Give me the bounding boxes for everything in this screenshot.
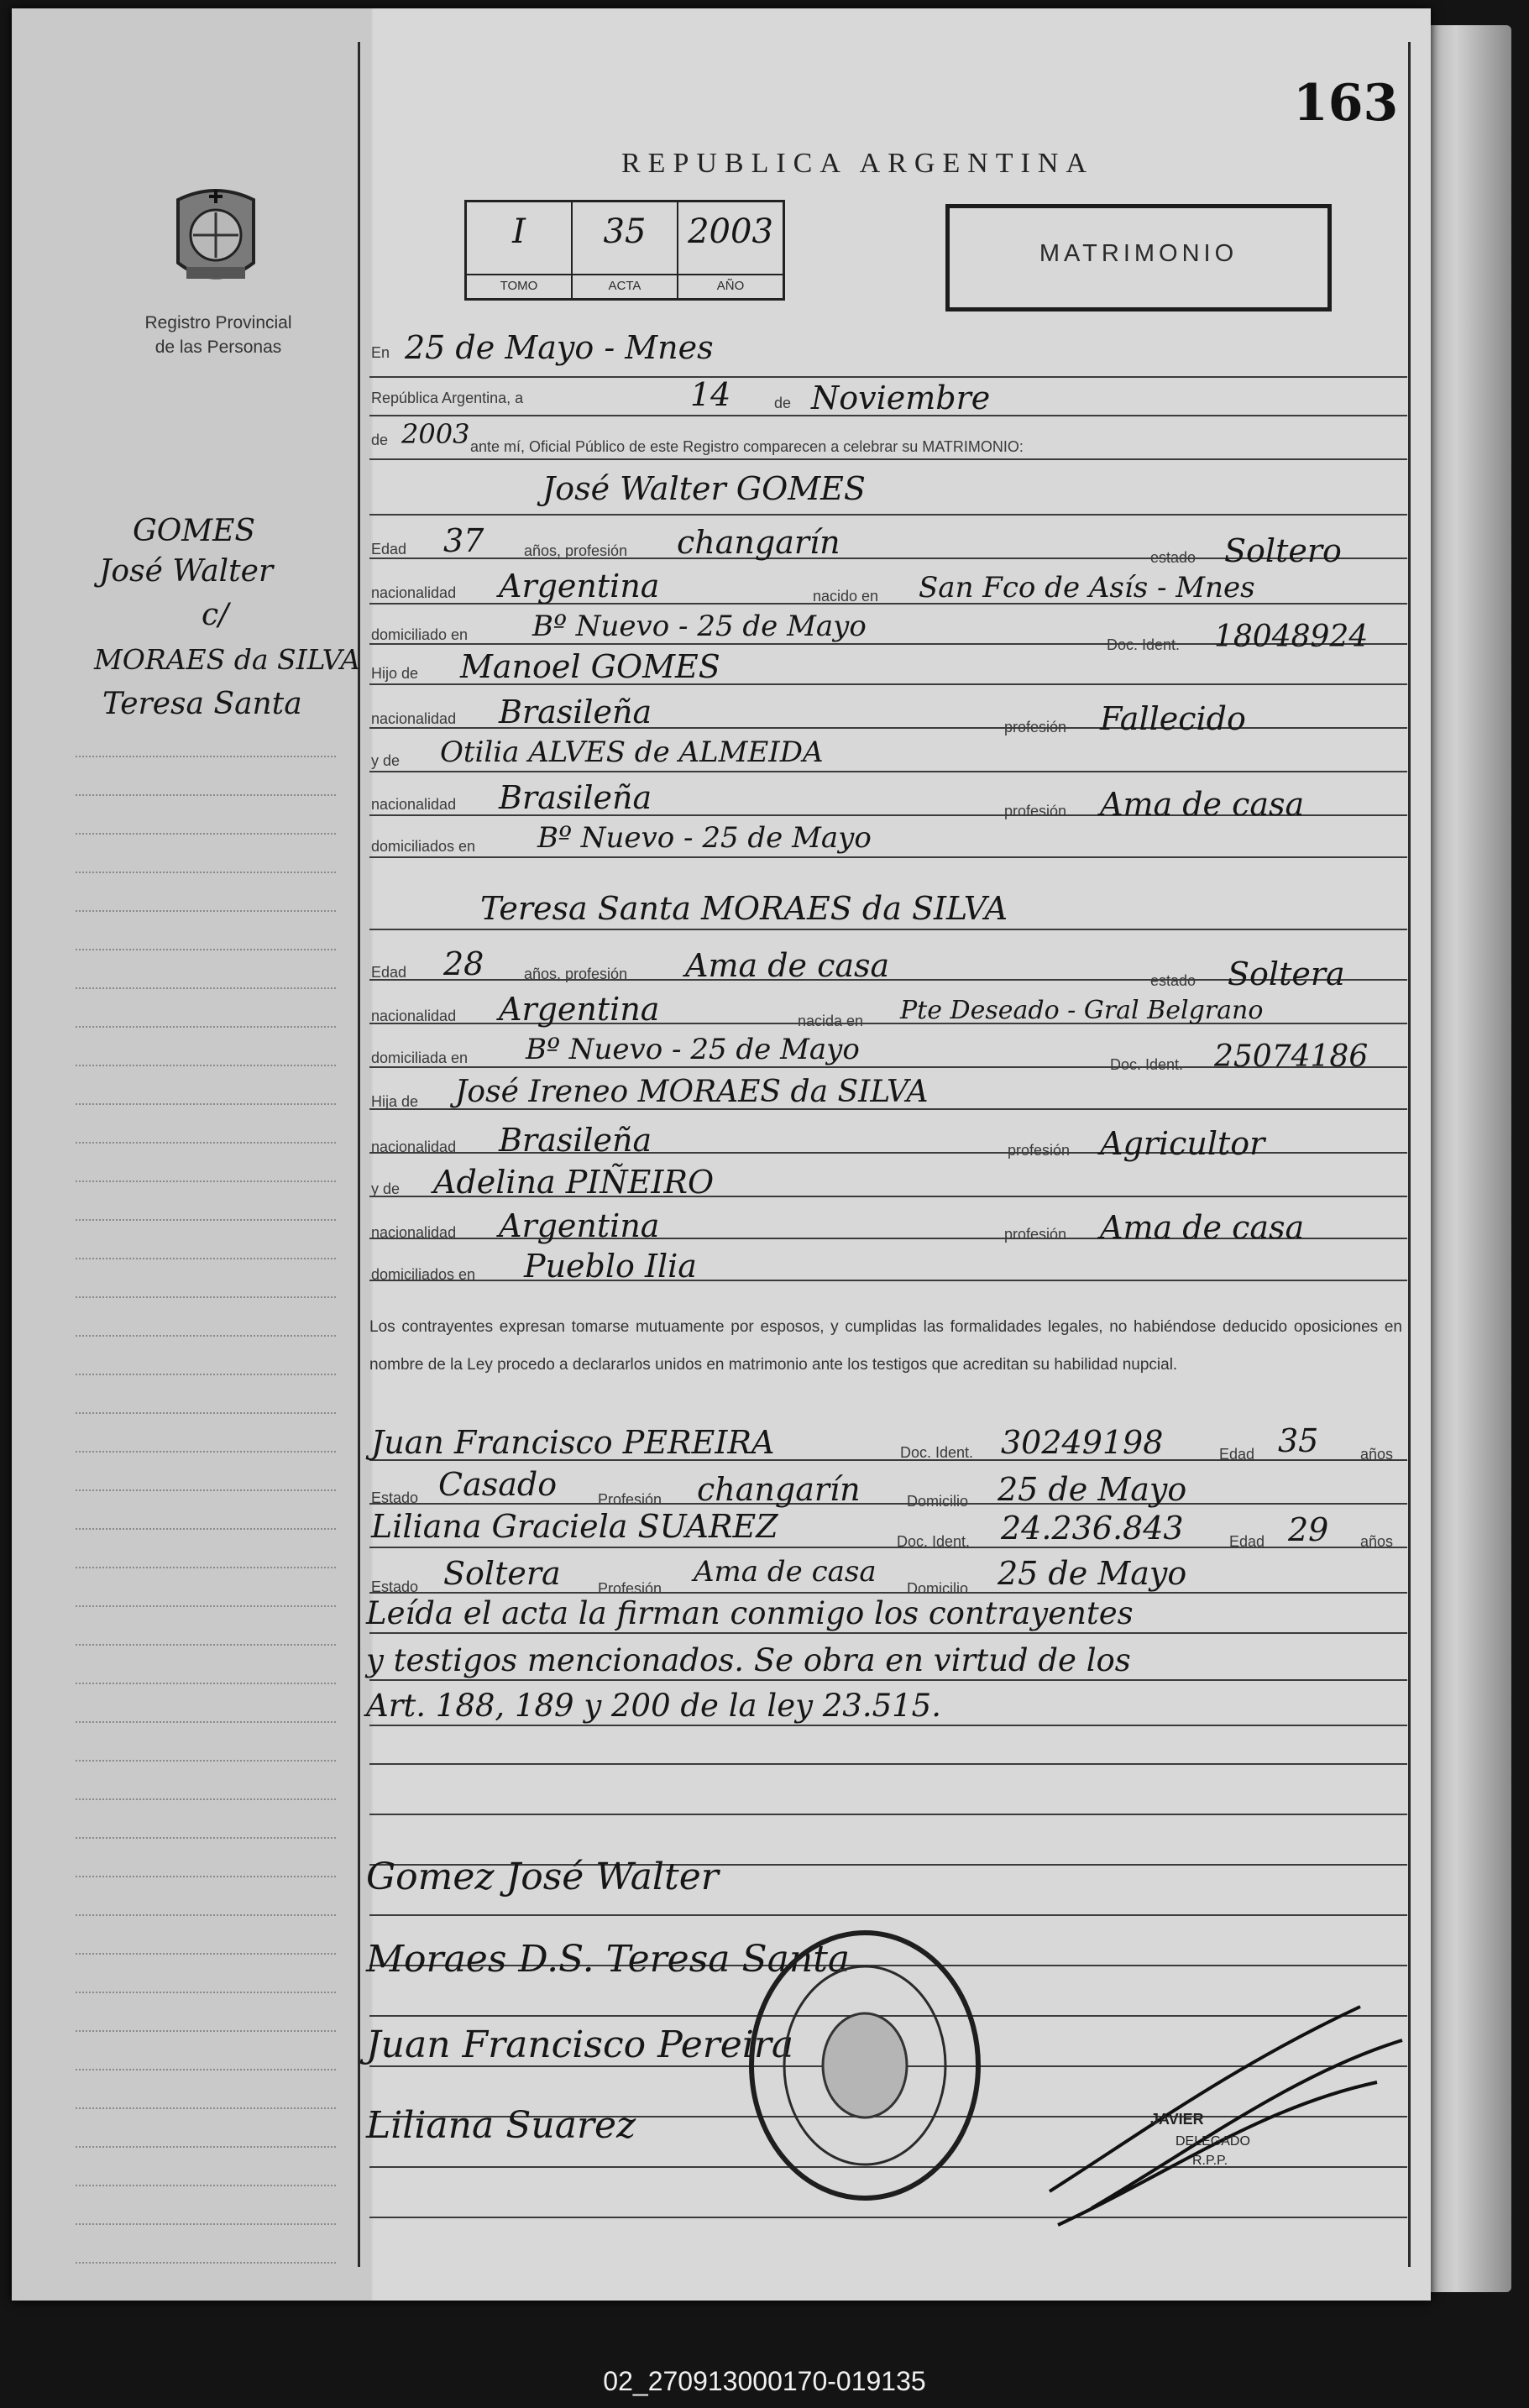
margin-dotted-line <box>76 949 336 950</box>
witness-1-edad: 35 <box>1278 1422 1319 1459</box>
profesion-label: años, profesión <box>524 966 628 982</box>
margin-divider <box>358 42 360 2267</box>
margin-dotted-line <box>76 1335 336 1337</box>
form-rule-line <box>369 1632 1407 1634</box>
place-value: 25 de Mayo - Mnes <box>405 329 714 366</box>
profesion-label: Profesión <box>598 1580 662 1597</box>
stamp-name: JAVIER <box>1150 2111 1204 2128</box>
bride-madre-nac: Argentina <box>499 1207 660 1244</box>
stamp-role: DELEGADO <box>1176 2134 1250 2149</box>
acta-cell <box>573 202 678 298</box>
nacida-label: nacida en <box>798 1013 864 1029</box>
form-rule-line <box>369 1725 1407 1726</box>
groom-padre-nac: Brasileña <box>499 694 652 730</box>
margin-dotted-line <box>76 872 336 873</box>
witness-2-estado: Soltera <box>443 1555 561 1592</box>
bride-profesion: Ama de casa <box>685 947 890 984</box>
margin-note-line: c/ <box>202 598 229 632</box>
groom-estado: Soltero <box>1224 532 1342 569</box>
doc-label: Doc. Ident. <box>1107 636 1181 653</box>
official-signature-stamp <box>1041 1990 1411 2242</box>
bride-name: Teresa Santa MORAES da SILVA <box>480 890 1008 927</box>
form-rule-line <box>369 771 1407 772</box>
groom-domicilio: Bº Nuevo - 25 de Mayo <box>532 610 867 643</box>
margin-dotted-line <box>76 1644 336 1646</box>
de-label: de <box>774 395 792 411</box>
edad-label: Edad <box>1229 1533 1265 1550</box>
profesion-label: años, profesión <box>524 542 628 559</box>
groom-madre: Otilia ALVES de ALMEIDA <box>440 735 824 769</box>
margin-dotted-line <box>76 987 336 989</box>
witness-1-domicilio: 25 de Mayo <box>998 1471 1187 1508</box>
form-rule-line <box>369 458 1407 460</box>
margin-dotted-line <box>76 1721 336 1723</box>
margin-dotted-line <box>76 1026 336 1028</box>
ano-value: 2003 <box>688 212 773 251</box>
domiciliados-label: domiciliados en <box>371 1266 476 1283</box>
doc-label: Doc. Ident. <box>1110 1056 1184 1073</box>
margin-dotted-line <box>76 1992 336 1993</box>
groom-madre-prof: Ama de casa <box>1100 786 1305 823</box>
profesion-label: profesión <box>1004 803 1067 819</box>
bride-padres-dom: Pueblo Ilia <box>524 1248 697 1285</box>
signature-groom: Gomez José Walter <box>366 1856 719 1898</box>
nacionalidad-label: nacionalidad <box>371 584 457 601</box>
margin-dotted-line <box>76 756 336 757</box>
margin-dotted-line <box>76 2223 336 2225</box>
witness-1-profesion: changarín <box>697 1471 861 1508</box>
witness-2-domicilio: 25 de Mayo <box>998 1555 1187 1592</box>
form-rule-line <box>369 1763 1407 1765</box>
margin-dotted-line <box>76 1296 336 1298</box>
hija-label: Hija de <box>371 1093 419 1110</box>
form-rule-line <box>369 1814 1407 1815</box>
registry-line-1: Registro Provincial <box>144 313 292 332</box>
form-rule-line <box>369 1914 1407 1916</box>
y-de-label: y de <box>371 752 401 769</box>
domicilio-label: domiciliada en <box>371 1050 469 1066</box>
margin-dotted-line <box>76 2146 336 2148</box>
day-value: 14 <box>690 376 731 413</box>
witness-1-name: Juan Francisco PEREIRA <box>371 1424 775 1461</box>
record-reference-box <box>464 200 785 301</box>
anos-label: años <box>1360 1533 1394 1550</box>
nacionalidad-label: nacionalidad <box>371 1008 457 1024</box>
margin-dotted-line <box>76 1142 336 1144</box>
bride-nacionalidad: Argentina <box>499 991 660 1028</box>
comparecen-text: ante mí, Oficial Público de este Registro comparecen a celebrar su MATRIMONIO: <box>470 438 1024 455</box>
page-number: 163 <box>1293 74 1399 133</box>
hijo-label: Hijo de <box>371 665 419 682</box>
margin-note-line: José Walter <box>99 554 274 589</box>
estado-label: estado <box>1150 972 1196 989</box>
acta-label: ACTA <box>573 274 677 293</box>
y-de-label: y de <box>371 1180 401 1197</box>
margin-dotted-line <box>76 1489 336 1491</box>
bride-padre: José Ireneo MORAES da SILVA <box>455 1075 929 1109</box>
witness-1-estado: Casado <box>438 1466 558 1503</box>
record-type-box <box>945 204 1332 311</box>
record-type: MATRIMONIO <box>1039 240 1238 267</box>
edad-label: Edad <box>371 964 407 981</box>
official-seal-icon <box>739 1923 991 2208</box>
margin-dotted-line <box>76 2069 336 2070</box>
margin-dotted-line <box>76 1528 336 1530</box>
edad-label: Edad <box>371 541 407 558</box>
groom-nacionalidad: Argentina <box>499 568 660 605</box>
nacionalidad-label: nacionalidad <box>371 1224 457 1241</box>
margin-dotted-line <box>76 2185 336 2186</box>
bride-domicilio: Bº Nuevo - 25 de Mayo <box>526 1033 860 1066</box>
tomo-value: I <box>512 212 526 251</box>
profesion-label: profesión <box>1004 719 1067 735</box>
witness-2-doc: 24.236.843 <box>1001 1510 1184 1547</box>
margin-dotted-line <box>76 1760 336 1762</box>
margin-dotted-line <box>76 1914 336 1916</box>
margin-dotted-line <box>76 1953 336 1955</box>
margin-dotted-line <box>76 833 336 835</box>
groom-padre-prof: Fallecido <box>1100 700 1246 737</box>
doc-label: Doc. Ident. <box>900 1444 974 1461</box>
margin-dotted-line <box>76 1451 336 1453</box>
edad-label: Edad <box>1219 1446 1255 1463</box>
page-stack-edge <box>1419 25 1511 2292</box>
domicilio-label: domiciliado en <box>371 626 469 643</box>
witness-2-edad: 29 <box>1288 1511 1329 1548</box>
groom-padre: Manoel GOMES <box>460 648 720 685</box>
nacionalidad-label: nacionalidad <box>371 1139 457 1155</box>
margin-dotted-line <box>76 1605 336 1607</box>
estado-label: Estado <box>371 1489 419 1506</box>
groom-doc: 18048924 <box>1214 620 1369 654</box>
doc-label: Doc. Ident. <box>897 1533 971 1550</box>
signature-witness-2: Liliana Suarez <box>366 2104 636 2147</box>
margin-dotted-line <box>76 1412 336 1414</box>
margin-dotted-line <box>76 1683 336 1684</box>
profesion-label: Profesión <box>598 1491 662 1508</box>
signature-bride: Moraes D.S. Teresa Santa <box>366 1938 851 1981</box>
witness-2-profesion: Ama de casa <box>694 1555 877 1589</box>
tomo-cell <box>467 202 573 298</box>
registry-line-2: de las Personas <box>154 338 282 357</box>
margin-dotted-line <box>76 910 336 912</box>
estado-label: Estado <box>371 1578 419 1595</box>
stamp-office: R.P.P. <box>1192 2154 1228 2168</box>
de2-label: de <box>371 432 389 448</box>
form-rule-line <box>369 1592 1407 1594</box>
ano-label: AÑO <box>678 274 783 293</box>
margin-dotted-line <box>76 1180 336 1182</box>
domicilio-label: Domicilio <box>907 1580 969 1597</box>
year-value: 2003 <box>401 418 470 450</box>
margin-note-line: GOMES <box>133 514 256 548</box>
groom-name: José Walter GOMES <box>542 470 866 507</box>
groom-profesion: changarín <box>677 524 840 561</box>
footer-code: 02_270913000170-019135 <box>603 2366 926 2396</box>
form-rule-line <box>369 514 1407 516</box>
margin-dotted-line <box>76 1798 336 1800</box>
ano-cell <box>678 202 783 298</box>
margin-dotted-line <box>76 1219 336 1221</box>
bride-madre-prof: Ama de casa <box>1100 1209 1305 1246</box>
country-title: REPUBLICA ARGENTINA <box>621 148 1094 179</box>
margin-note-line: Teresa Santa <box>102 687 302 721</box>
form-rule-line <box>369 929 1407 930</box>
observation-line: Art. 188, 189 y 200 de la ley 23.515. <box>366 1688 941 1724</box>
form-rule-line <box>369 856 1407 858</box>
tomo-label: TOMO <box>467 274 571 293</box>
witness-2-name: Liliana Graciela SUAREZ <box>371 1508 778 1545</box>
groom-padres-dom: Bº Nuevo - 25 de Mayo <box>537 821 872 855</box>
observation-line: y testigos mencionados. Se obra en virtud de los <box>366 1642 1131 1678</box>
form-rule-line <box>369 1503 1407 1505</box>
domiciliados-label: domiciliados en <box>371 838 476 855</box>
coat-of-arms-icon <box>168 183 264 292</box>
groom-edad: 37 <box>443 522 484 559</box>
margin-dotted-line <box>76 1065 336 1066</box>
margin-dotted-line <box>76 2030 336 2032</box>
groom-nacido: San Fco de Asís - Mnes <box>919 571 1255 605</box>
republica-label: República Argentina, a <box>371 390 524 406</box>
bride-doc: 25074186 <box>1214 1039 1369 1074</box>
margin-dotted-line <box>76 2107 336 2109</box>
signature-witness-1: Juan Francisco Pereira <box>366 2023 794 2066</box>
bride-estado: Soltera <box>1228 955 1345 992</box>
margin-dotted-line <box>76 794 336 796</box>
nacido-label: nacido en <box>813 588 879 605</box>
bride-nacida: Pte Deseado - Gral Belgrano <box>900 996 1264 1025</box>
margin-note-line: MORAES da SILVA <box>94 643 361 676</box>
month-value: Noviembre <box>811 380 991 416</box>
estado-label: estado <box>1150 549 1196 566</box>
nacionalidad-label: nacionalidad <box>371 796 457 813</box>
margin-dotted-line <box>76 1876 336 1877</box>
form-rule-line <box>369 376 1407 378</box>
bride-padre-nac: Brasileña <box>499 1122 652 1159</box>
registry-name <box>101 311 336 359</box>
profesion-label: profesión <box>1008 1142 1071 1159</box>
form-rule-line <box>369 1679 1407 1681</box>
margin-dotted-line <box>76 2262 336 2264</box>
margin-dotted-line <box>76 1374 336 1375</box>
witness-1-doc: 30249198 <box>1001 1424 1164 1461</box>
en-label: En <box>371 344 390 361</box>
margin-dotted-line <box>76 1258 336 1259</box>
groom-madre-nac: Brasileña <box>499 779 652 816</box>
observation-line: Leída el acta la firman conmigo los contrayentes <box>366 1595 1134 1631</box>
bride-edad: 28 <box>443 945 484 982</box>
margin-dotted-line <box>76 1103 336 1105</box>
profesion-label: profesión <box>1004 1226 1067 1243</box>
margin-dotted-line <box>76 1567 336 1568</box>
acta-value: 35 <box>603 212 647 251</box>
anos-label: años <box>1360 1446 1394 1463</box>
right-border <box>1408 42 1411 2267</box>
legal-text: Los contrayentes expresan tomarse mutuamente por esposos, y cumplidas las formalidades legales, no habiéndose deducido oposiciones en nombre de la Ley procedo a declararlos unidos en matrimonio ante los testigos que acreditan su habilidad nupcial. <box>369 1318 1402 1374</box>
bride-padre-prof: Agricultor <box>1100 1125 1265 1162</box>
domicilio-label: Domicilio <box>907 1493 969 1510</box>
bride-madre: Adelina PIÑEIRO <box>433 1164 715 1201</box>
margin-dotted-line <box>76 1837 336 1839</box>
nacionalidad-label: nacionalidad <box>371 710 457 727</box>
